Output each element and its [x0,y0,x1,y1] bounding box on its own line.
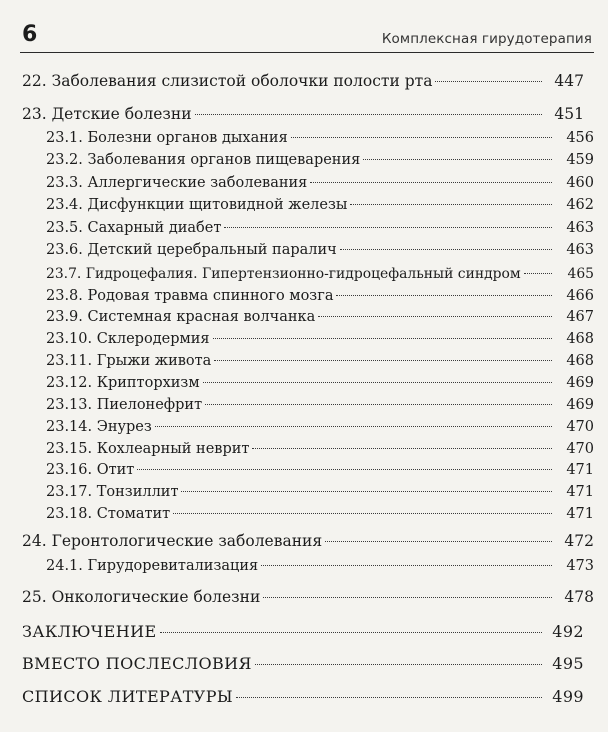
toc-entry-page: 463 [566,242,594,258]
toc-entry-page: 470 [566,441,594,457]
leader-dots [181,491,552,492]
toc-entry-title: 23.7. Гидроцефалия. Гипертензионно-гидроцефальный синдром [46,266,521,282]
toc-entry-23-15[interactable] [46,439,594,459]
toc-entry-page: 469 [566,375,594,391]
page-number: 6 [22,22,38,47]
leader-dots [252,448,552,449]
leader-dots [203,382,552,383]
toc-entry-page: 495 [552,654,584,673]
toc-entry-23[interactable] [22,104,584,124]
toc-entry-title: 24. Геронтологические заболевания [22,532,323,550]
toc-entry-title: ВМЕСТО ПОСЛЕСЛОВИЯ [22,654,252,673]
toc-entry-title: 23.17. Тонзиллит [46,484,179,500]
toc-entry-page: 456 [566,130,594,146]
toc-entry-page: 499 [552,687,584,706]
toc-entry-title: 23.18. Стоматит [46,506,171,522]
toc-entry-title: 23.2. Заболевания органов пищеварения [46,152,361,168]
leader-dots [263,597,552,598]
leader-dots [318,316,552,317]
leader-dots [214,360,552,361]
toc-entry-page: 468 [566,331,594,347]
leader-dots [213,338,552,339]
toc-entry-23-1[interactable] [46,128,594,148]
toc-entry-23-4[interactable] [46,195,594,215]
toc-entry-page: 469 [566,397,594,413]
toc-entry-conclusion[interactable] [22,622,584,642]
toc-entry-page: 471 [566,462,594,478]
leader-dots [291,137,552,138]
toc-entry-23-8[interactable] [46,286,594,306]
toc-entry-title: ЗАКЛЮЧЕНИЕ [22,622,157,641]
toc-entry-23-6[interactable] [46,240,594,260]
toc-entry-title: 23.9. Системная красная волчанка [46,309,316,325]
toc-entry-page: 471 [566,484,594,500]
toc-entry-23-11[interactable] [46,351,594,371]
leader-dots [173,513,552,514]
toc-entry-24-1[interactable] [46,556,594,576]
toc-entry-23-18[interactable] [46,504,594,524]
toc-entry-page: 459 [566,152,594,168]
leader-dots [350,204,552,205]
toc-entry-title: 23.13. Пиелонефрит [46,397,203,413]
toc-entry-references[interactable] [22,687,584,707]
running-title: Комплексная гирудотерапия [381,31,592,47]
toc-entry-page: 460 [566,175,594,191]
toc-entry-page: 468 [566,353,594,369]
toc-entry-title: 23.4. Дисфункции щитовидной железы [46,197,348,213]
toc-entry-page: 447 [554,72,584,90]
toc-entry-title: 23.3. Аллергические заболевания [46,175,308,191]
leader-dots [336,295,552,296]
toc-entry-page: 478 [564,588,594,606]
toc-entry-title: 23.1. Болезни органов дыхания [46,130,288,146]
toc-entry-23-14[interactable] [46,417,594,437]
toc-entry-23-12[interactable] [46,373,594,393]
leader-dots [155,426,552,427]
toc-entry-22[interactable] [22,71,584,91]
leader-dots [255,664,542,665]
toc-entry-page: 492 [552,622,584,641]
toc-entry-page: 467 [566,309,594,325]
leader-dots [205,404,552,405]
toc-entry-24[interactable] [22,531,594,551]
toc-entry-title: 23.10. Склеродермия [46,331,210,347]
toc-entry-23-10[interactable] [46,329,594,349]
toc-entry-title: СПИСОК ЛИТЕРАТУРЫ [22,687,234,706]
leader-dots [224,227,552,228]
toc-entry-title: 23.12. Крипторхизм [46,375,200,391]
toc-entry-title: 23.16. Отит [46,462,135,478]
toc-entry-23-5[interactable] [46,218,594,238]
leader-dots [160,632,542,633]
toc-entry-title: 23.15. Кохлеарный неврит [46,441,250,457]
toc-entry-afterword[interactable] [22,654,584,674]
leader-dots [137,469,552,470]
toc-entry-title: 25. Онкологические болезни [22,588,261,606]
toc-entry-page: 471 [566,506,594,522]
toc-entry-title: 23.5. Сахарный диабет [46,220,222,236]
toc-entry-title: 22. Заболевания слизистой оболочки полости рта [22,72,433,90]
toc-entry-25[interactable] [22,587,594,607]
leader-dots [325,541,552,542]
leader-dots [435,81,542,82]
toc-entry-page: 470 [566,419,594,435]
toc-entry-23-3[interactable] [46,173,594,193]
toc-entry-page: 472 [564,532,594,550]
toc-entry-page: 473 [566,558,594,574]
toc-entry-title: 24.1. Гирудоревитализация [46,558,259,574]
leader-dots [524,273,552,274]
toc-entry-page: 463 [566,220,594,236]
toc-entry-23-2[interactable] [46,150,594,170]
toc-entry-page: 462 [566,197,594,213]
toc-entry-23-16[interactable] [46,460,594,480]
toc-entry-23-13[interactable] [46,395,594,415]
toc-entry-title: 23.8. Родовая травма спинного мозга [46,288,334,304]
toc-entry-23-7[interactable] [46,264,594,284]
leader-dots [195,114,542,115]
toc-entry-page: 465 [567,266,594,282]
toc-entry-page: 451 [554,105,584,123]
leader-dots [340,249,552,250]
leader-dots [363,159,552,160]
toc-entry-23-9[interactable] [46,307,594,327]
toc-entry-title: 23. Детские болезни [22,105,192,123]
toc-entry-title: 23.14. Энурез [46,419,152,435]
toc-entry-title: 23.6. Детский церебральный паралич [46,242,337,258]
toc-entry-title: 23.11. Грыжи живота [46,353,212,369]
leader-dots [236,697,542,698]
leader-dots [261,565,552,566]
toc-entry-page: 466 [566,288,594,304]
leader-dots [310,182,552,183]
toc-entry-23-17[interactable] [46,482,594,502]
